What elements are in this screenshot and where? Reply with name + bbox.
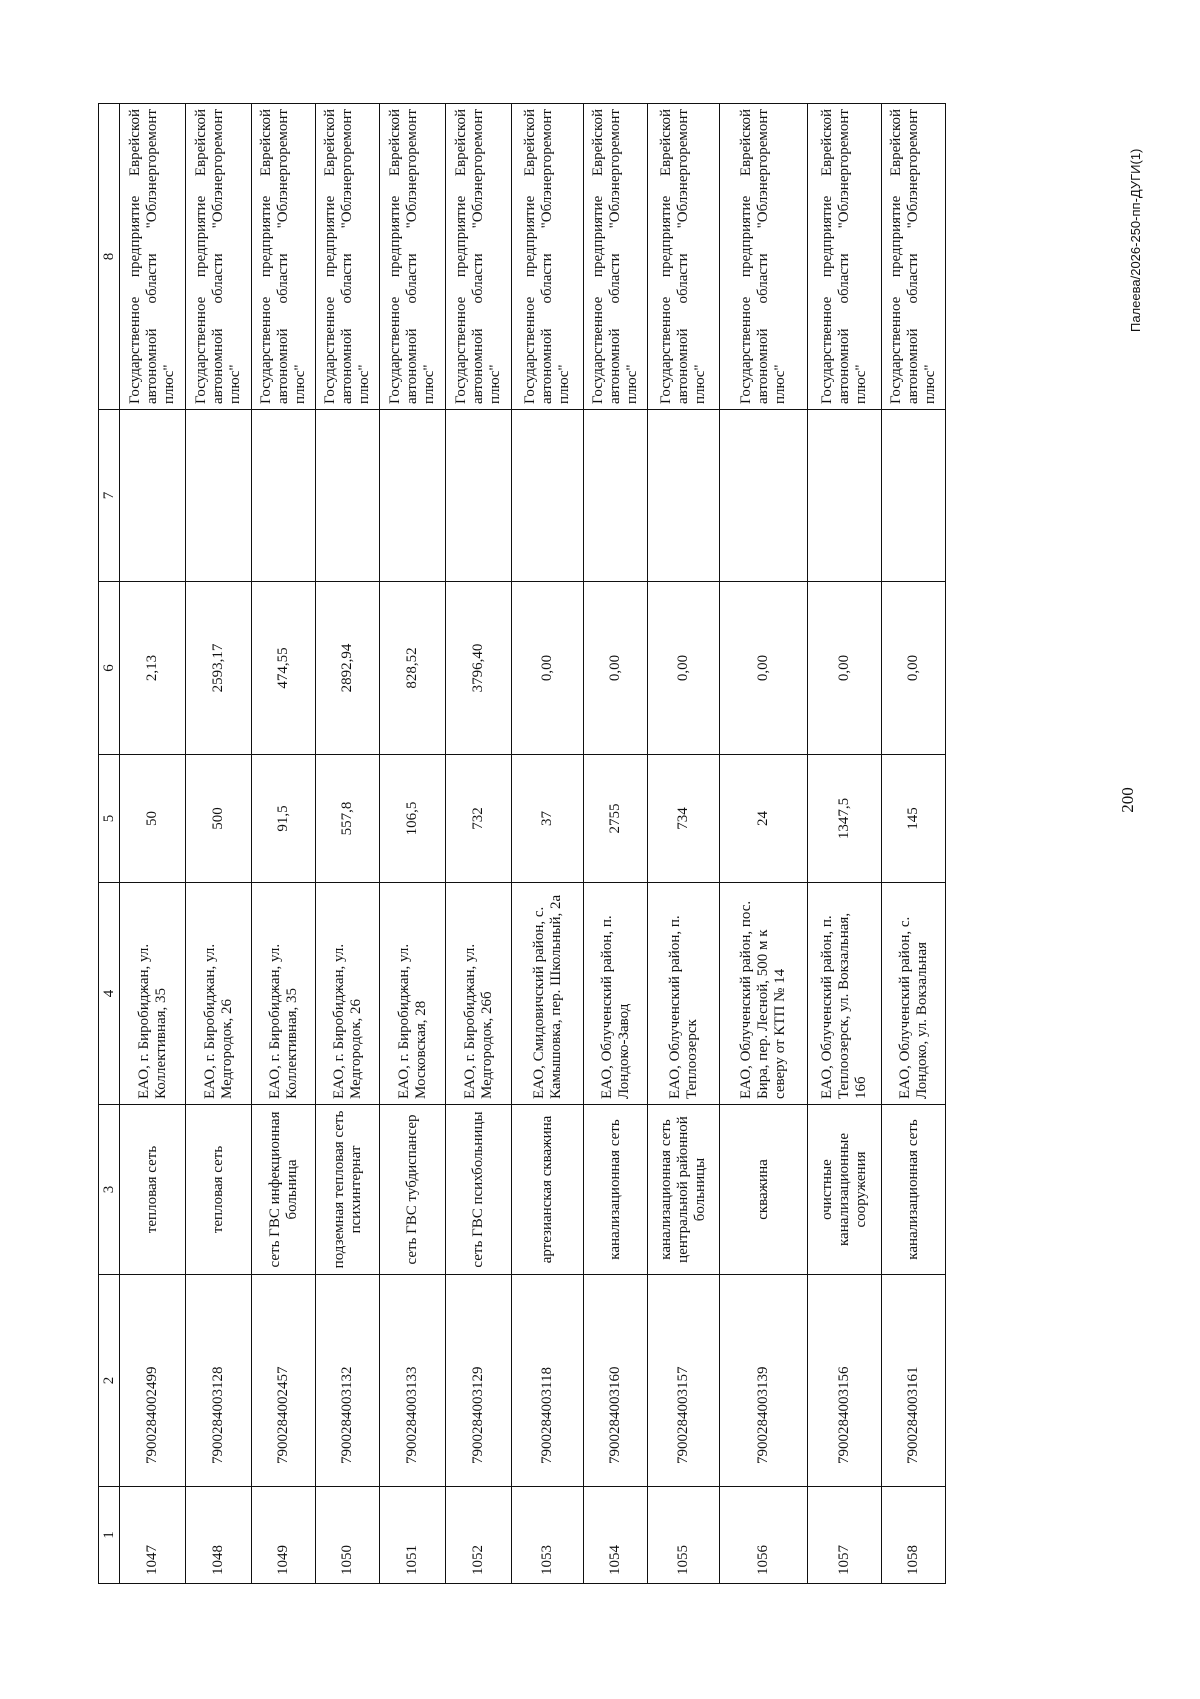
object-name: очистные канализационные сооружения <box>808 1105 882 1275</box>
object-name: сеть ГВС инфекционная больница <box>252 1105 316 1275</box>
table-row <box>120 104 186 1584</box>
object-length: 145 <box>882 755 946 883</box>
object-address: ЕАО, г. Биробиджан, ул. Московская, 28 <box>380 883 446 1105</box>
object-length: 50 <box>120 755 186 883</box>
object-name: подземная тепловая сеть психинтернат <box>316 1105 380 1275</box>
object-name: канализационная сеть центральной районной больницы <box>648 1105 720 1275</box>
table-row <box>316 104 380 1584</box>
table-row <box>446 104 512 1584</box>
row-number: 1049 <box>252 1487 316 1584</box>
column-7-cell <box>446 410 512 582</box>
object-value: 0,00 <box>512 582 584 755</box>
object-name: сеть ГВС психбольницы <box>446 1105 512 1275</box>
cadastral-number: 7900284003139 <box>720 1275 808 1487</box>
column-header: 4 <box>99 883 120 1105</box>
table-row <box>808 104 882 1584</box>
row-number: 1057 <box>808 1487 882 1584</box>
object-length: 1347,5 <box>808 755 882 883</box>
object-name: скважина <box>720 1105 808 1275</box>
column-7-cell <box>120 410 186 582</box>
column-header: 7 <box>99 410 120 582</box>
right-holder: Государственное предприятие Еврейской автономной области "Облэнергоремонт плюс" <box>380 104 446 410</box>
object-length: 106,5 <box>380 755 446 883</box>
object-value: 828,52 <box>380 582 446 755</box>
table-row <box>186 104 252 1584</box>
column-header: 2 <box>99 1275 120 1487</box>
object-value: 2593,17 <box>186 582 252 755</box>
right-holder: Государственное предприятие Еврейской автономной области "Облэнергоремонт плюс" <box>446 104 512 410</box>
object-length: 557,8 <box>316 755 380 883</box>
right-holder: Государственное предприятие Еврейской автономной области "Облэнергоремонт плюс" <box>808 104 882 410</box>
object-name: тепловая сеть <box>186 1105 252 1275</box>
column-header: 3 <box>99 1105 120 1275</box>
column-7-cell <box>186 410 252 582</box>
cadastral-number: 7900284003129 <box>446 1275 512 1487</box>
cadastral-number: 7900284003128 <box>186 1275 252 1487</box>
right-holder: Государственное предприятие Еврейской автономной области "Облэнергоремонт плюс" <box>186 104 252 410</box>
column-7-cell <box>648 410 720 582</box>
object-length: 37 <box>512 755 584 883</box>
column-header: 8 <box>99 104 120 410</box>
object-address: ЕАО, Облученский район, п. Лондоко-Завод <box>584 883 648 1105</box>
object-address: ЕАО, Смидовичский район, с. Камышовка, пер. Школьный, 2а <box>512 883 584 1105</box>
object-address: ЕАО, г. Биробиджан, ул. Медгородок, 26б <box>446 883 512 1105</box>
right-holder: Государственное предприятие Еврейской автономной области "Облэнергоремонт плюс" <box>120 104 186 410</box>
column-7-cell <box>380 410 446 582</box>
object-length: 24 <box>720 755 808 883</box>
row-number: 1047 <box>120 1487 186 1584</box>
column-7-cell <box>316 410 380 582</box>
object-address: ЕАО, Облученский район, с. Лондоко, ул. Вокзальная <box>882 883 946 1105</box>
cadastral-number: 7900284003118 <box>512 1275 584 1487</box>
column-7-cell <box>252 410 316 582</box>
object-value: 0,00 <box>720 582 808 755</box>
right-holder: Государственное предприятие Еврейской автономной области "Облэнергоремонт плюс" <box>316 104 380 410</box>
object-address: ЕАО, Облученский район, п. Теплоозерск, ул. Вокзальная, 16б <box>808 883 882 1105</box>
object-value: 474,55 <box>252 582 316 755</box>
object-length: 91,5 <box>252 755 316 883</box>
cadastral-number: 7900284003133 <box>380 1275 446 1487</box>
column-7-cell <box>882 410 946 582</box>
right-holder: Государственное предприятие Еврейской автономной области "Облэнергоремонт плюс" <box>252 104 316 410</box>
table-row <box>584 104 648 1584</box>
row-number: 1052 <box>446 1487 512 1584</box>
column-7-cell <box>808 410 882 582</box>
right-holder: Государственное предприятие Еврейской автономной области "Облэнергоремонт плюс" <box>584 104 648 410</box>
table-row <box>380 104 446 1584</box>
object-length: 734 <box>648 755 720 883</box>
column-header: 5 <box>99 755 120 883</box>
object-value: 0,00 <box>882 582 946 755</box>
object-name: тепловая сеть <box>120 1105 186 1275</box>
row-number: 1055 <box>648 1487 720 1584</box>
right-holder: Государственное предприятие Еврейской автономной области "Облэнергоремонт плюс" <box>648 104 720 410</box>
object-value: 0,00 <box>648 582 720 755</box>
cadastral-number: 7900284003132 <box>316 1275 380 1487</box>
row-number: 1054 <box>584 1487 648 1584</box>
object-length: 2755 <box>584 755 648 883</box>
column-header: 6 <box>99 582 120 755</box>
table-row <box>512 104 584 1584</box>
property-table <box>98 103 946 1584</box>
table-header-row <box>99 104 120 1584</box>
row-number: 1056 <box>720 1487 808 1584</box>
column-header: 1 <box>99 1487 120 1584</box>
table-row <box>882 104 946 1584</box>
column-7-cell <box>512 410 584 582</box>
row-number: 1048 <box>186 1487 252 1584</box>
object-value: 3796,40 <box>446 582 512 755</box>
object-name: канализационная сеть <box>882 1105 946 1275</box>
document-reference: Палеева/2026-250-пп-ДУГИ(1) <box>1128 148 1143 332</box>
object-value: 0,00 <box>584 582 648 755</box>
cadastral-number: 7900284002499 <box>120 1275 186 1487</box>
row-number: 1058 <box>882 1487 946 1584</box>
object-address: ЕАО, Облученский район, п. Теплоозерск <box>648 883 720 1105</box>
object-length: 500 <box>186 755 252 883</box>
table-row <box>648 104 720 1584</box>
table-row <box>720 104 808 1584</box>
row-number: 1053 <box>512 1487 584 1584</box>
table-body <box>120 104 946 1584</box>
cadastral-number: 7900284003161 <box>882 1275 946 1487</box>
row-number: 1050 <box>316 1487 380 1584</box>
page-number: 200 <box>1118 787 1137 813</box>
row-number: 1051 <box>380 1487 446 1584</box>
right-holder: Государственное предприятие Еврейской автономной области "Облэнергоремонт плюс" <box>512 104 584 410</box>
object-length: 732 <box>446 755 512 883</box>
right-holder: Государственное предприятие Еврейской автономной области "Облэнергоремонт плюс" <box>882 104 946 410</box>
column-7-cell <box>720 410 808 582</box>
object-name: канализационная сеть <box>584 1105 648 1275</box>
object-address: ЕАО, г. Биробиджан, ул. Медгородок, 26 <box>186 883 252 1105</box>
object-name: артезианская скважина <box>512 1105 584 1275</box>
cadastral-number: 7900284002457 <box>252 1275 316 1487</box>
object-address: ЕАО, г. Биробиджан, ул. Медгородок, 26 <box>316 883 380 1105</box>
table-row <box>252 104 316 1584</box>
object-value: 0,00 <box>808 582 882 755</box>
right-holder: Государственное предприятие Еврейской автономной области "Облэнергоремонт плюс" <box>720 104 808 410</box>
object-value: 2892,94 <box>316 582 380 755</box>
object-address: ЕАО, Облученский район, пос. Бира, пер. Лесной, 500 м к северу от КТП № 14 <box>720 883 808 1105</box>
object-value: 2,13 <box>120 582 186 755</box>
cadastral-number: 7900284003156 <box>808 1275 882 1487</box>
object-address: ЕАО, г. Биробиджан, ул. Коллективная, 35 <box>120 883 186 1105</box>
cadastral-number: 7900284003157 <box>648 1275 720 1487</box>
column-7-cell <box>584 410 648 582</box>
object-address: ЕАО, г. Биробиджан, ул. Коллективная, 35 <box>252 883 316 1105</box>
object-name: сеть ГВС тубдиспансер <box>380 1105 446 1275</box>
cadastral-number: 7900284003160 <box>584 1275 648 1487</box>
